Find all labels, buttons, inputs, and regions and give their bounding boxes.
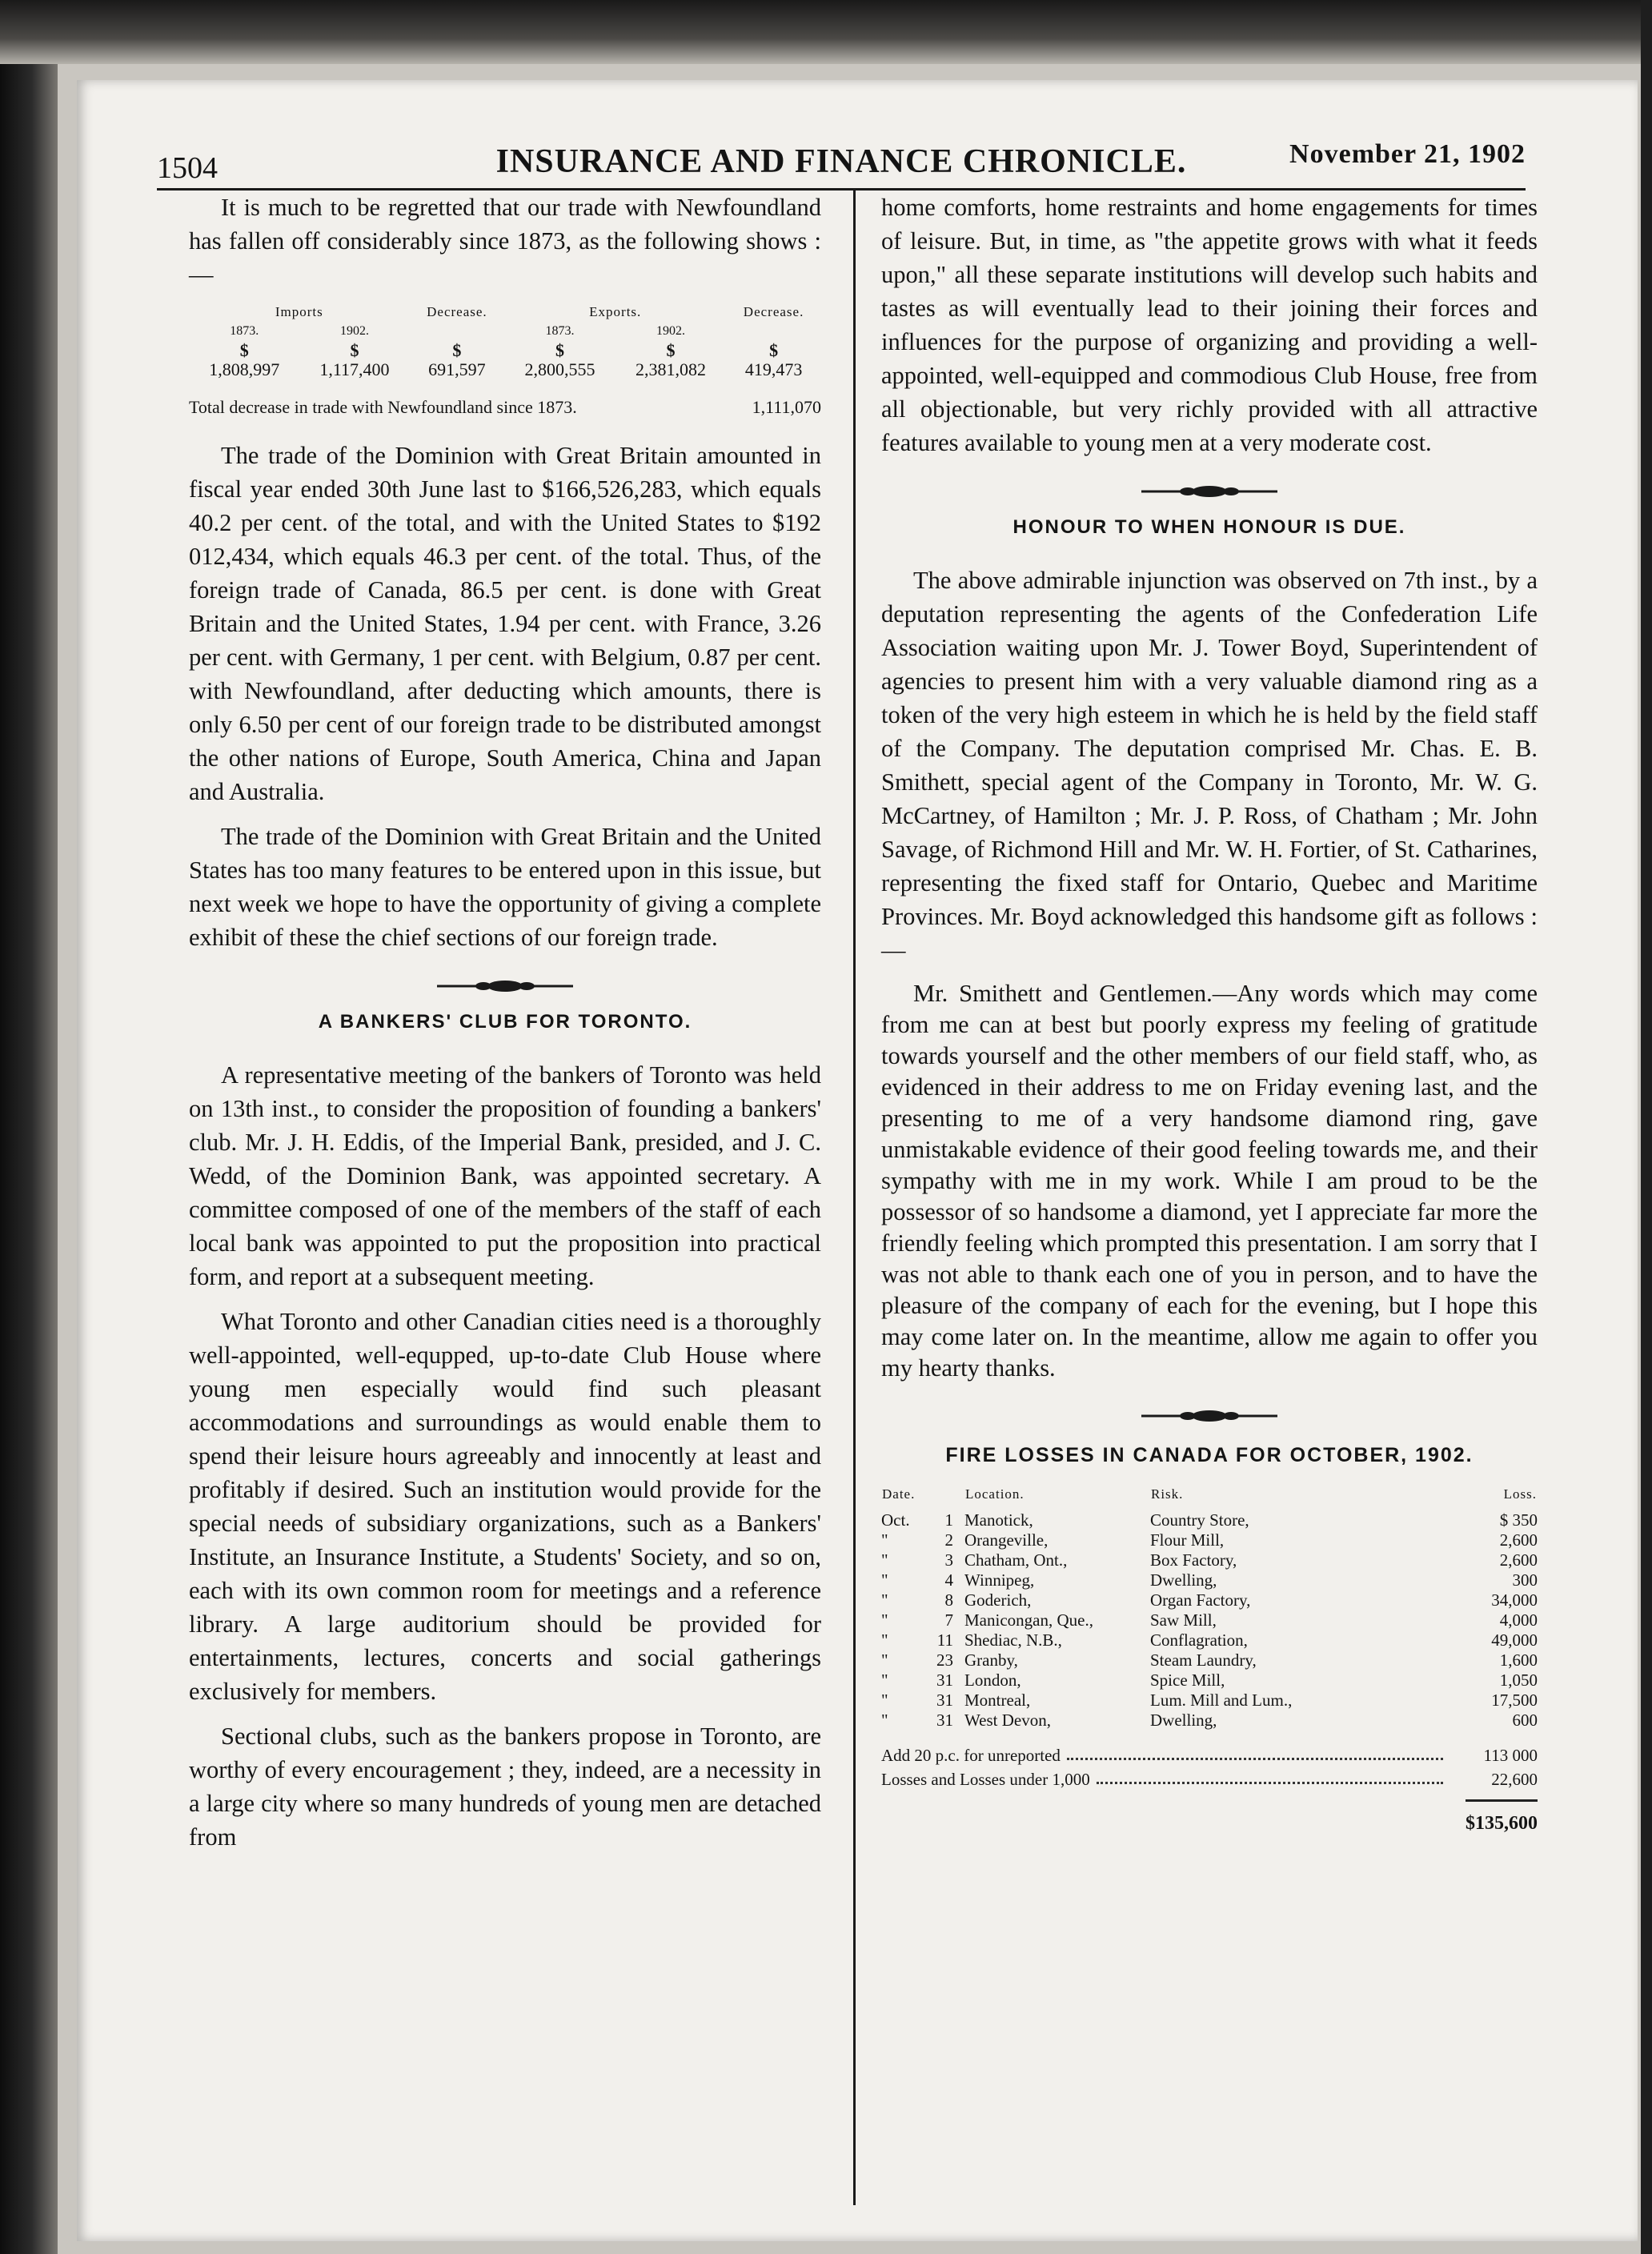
row-month: " (881, 1650, 888, 1670)
column-header-loss: Loss. (1503, 1486, 1537, 1502)
article-paragraph: What Toronto and other Canadian cities need is a thoroughly well-appointed, well-equpped, up-to-date Club House where young men especially would find such pleasant accommodations and surroundings as would enable them to spend their leisure hours agreeably and innocently at least and profitably if desired. Such an institution would provide for the special needs of subsidiary organizations, such as a Bankers' Institute, an Insurance Institute, a Students' Society, and so on, each with its own common room for meetings and a reference library. A large auditorium should be provided for entertainments, lectures, concerts and social gatherings exclusively for members. (189, 1308, 821, 1705)
row-loss: 300 (1512, 1570, 1538, 1590)
trade-value: 691,597 (428, 359, 486, 379)
table-row (881, 1610, 1538, 1630)
row-day: 1 (944, 1510, 953, 1530)
row-day: 23 (936, 1650, 953, 1670)
article-paragraph: A representative meeting of the bankers of Toronto was held on 13th inst., to consider the proposition of founding a bankers' club. Mr. J. H. Eddis, of the Imperial Bank, presided, and J. C. Wedd, of the Dominion Bank, was appointed secretary. A committee composed of one of the members of the staff of each local bank was appointed to put the proposition into practical form, and report at a subsequent meeting. (189, 1061, 821, 1290)
row-location: Manicongan, Que., (964, 1610, 1093, 1630)
trade-group-exports: Exports. (589, 304, 642, 319)
trade-group-decrease-1: Decrease. (427, 304, 487, 319)
row-risk: Organ Factory, (1150, 1590, 1251, 1610)
row-month: " (881, 1570, 888, 1590)
row-risk: Flour Mill, (1150, 1530, 1225, 1550)
grand-total-value: $135,600 (1466, 1799, 1538, 1840)
row-loss: $ 350 (1499, 1510, 1538, 1530)
trade-year: 1873. (230, 324, 259, 338)
trade-value: 1,808,997 (209, 359, 280, 379)
row-month: " (881, 1530, 888, 1550)
article-paragraph: The above admirable injunction was observed on 7th inst., by a deputation representing the agents of the Confederation Life Association waiting upon Mr. J. Tower Boyd, Superintendent of agencies to present him with a very valuable diamond ring as a token of the very high esteem in which he is held by the field staff of the Company. The deputation comprised Mr. Chas. E. B. Smithett, special agent of the Company in Toronto, Mr. W. G. McCartney, of Hamilton ; Mr. J. P. Ross, of Chatham ; Mr. John Savage, of Richmond Hill and Mr. W. H. Fortier, of St. Catharines, representing the fixed staff for Ontario, Quebec and Maritime Provinces. Mr. Boyd acknowledged this handsome gift as follows :— (881, 567, 1538, 964)
row-location: London, (964, 1670, 1021, 1690)
row-loss: 49,000 (1491, 1630, 1538, 1650)
row-risk: Box Factory, (1150, 1550, 1237, 1570)
row-risk: Steam Laundry, (1150, 1650, 1257, 1670)
newfoundland-trade-table (189, 303, 821, 379)
article-continuation: home comforts, home restraints and home engagements for times of leisure. But, in time, as "the appetite grows with what it feeds upon," all these separate institutions will develop such habits and tastes as will eventually lead to their joining their forces and influences for the purpose of organizing and providing a well-appointed, well-equipped and commodious Club House, free from all objectionable, but very richly provided with all attractive features available to young men at a very moderate cost. (881, 194, 1538, 456)
summary-label: Add 20 p.c. for unreported (881, 1746, 1061, 1765)
trade-year: 1873. (545, 324, 575, 338)
row-month: Oct. (881, 1510, 910, 1530)
fire-losses-summary (881, 1743, 1538, 1840)
scan-border-left (0, 0, 58, 2254)
fire-losses-table (881, 1483, 1538, 1731)
trade-group-decrease-2: Decrease. (743, 304, 804, 319)
row-day: 31 (936, 1670, 953, 1690)
table-row (881, 1690, 1538, 1711)
newspaper-page (77, 80, 1638, 2241)
row-loss: 4,000 (1499, 1610, 1538, 1630)
honour-heading: HONOUR TO WHEN HONOUR IS DUE. (1012, 516, 1406, 538)
row-location: Orangeville, (964, 1530, 1049, 1550)
row-location: Shediac, N.B., (964, 1630, 1062, 1650)
row-location: Chatham, Ont., (964, 1550, 1068, 1570)
table-row (881, 1670, 1538, 1690)
trade-currency: $ (666, 340, 676, 360)
trade-value: 1,117,400 (319, 359, 390, 379)
row-risk: Lum. Mill and Lum., (1150, 1690, 1293, 1710)
summary-value: 22,600 (1491, 1770, 1538, 1789)
row-month: " (881, 1670, 888, 1690)
column-header-risk: Risk. (1151, 1486, 1184, 1502)
row-risk: Spice Mill, (1150, 1670, 1225, 1690)
summary-value: 113 000 (1483, 1746, 1538, 1765)
table-row (881, 1650, 1538, 1670)
bankers-club-heading: A BANKERS' CLUB FOR TORONTO. (318, 1011, 692, 1033)
table-row (881, 1590, 1538, 1610)
row-month: " (881, 1610, 888, 1630)
row-risk: Conflagration, (1150, 1630, 1248, 1650)
article-paragraph: Sectional clubs, such as the bankers propose in Toronto, are worthy of every encouragement ; they, indeed, are a necessity in a large city where so many hundreds of young men are detached from (189, 1723, 821, 1851)
row-month: " (881, 1630, 888, 1650)
row-risk: Country Store, (1150, 1510, 1249, 1530)
column-divider (853, 188, 856, 2205)
ornament-divider (1141, 483, 1277, 499)
trade-currency: $ (555, 340, 565, 360)
summary-label: Losses and Losses under 1,000 (881, 1770, 1090, 1789)
summary-row-small-losses (881, 1767, 1538, 1791)
grand-total (881, 1799, 1538, 1840)
trade-currency: $ (239, 340, 249, 360)
row-location: Montreal, (964, 1690, 1031, 1710)
column-header-day (931, 1483, 964, 1510)
trade-year: 1902. (339, 324, 369, 338)
row-loss: 17,500 (1491, 1690, 1538, 1710)
page-header (157, 112, 1526, 200)
trade-currency: $ (350, 340, 359, 360)
table-row (881, 1530, 1538, 1550)
row-loss: 34,000 (1491, 1590, 1538, 1610)
fire-losses-rows (881, 1510, 1538, 1731)
trade-year (410, 322, 505, 341)
row-day: 7 (944, 1610, 953, 1630)
summary-row-unreported (881, 1743, 1538, 1767)
row-location: Manotick, (964, 1510, 1033, 1530)
table-row (881, 1510, 1538, 1530)
trade-value: 2,800,555 (524, 359, 595, 379)
column-header-date: Date. (882, 1486, 916, 1502)
trade-intro: It is much to be regretted that our trade with Newfoundland has fallen off considerably since 1873, as the following shows :— (189, 194, 821, 288)
row-loss: 2,600 (1499, 1550, 1538, 1570)
fire-losses-heading: FIRE LOSSES IN CANADA FOR OCTOBER, 1902. (945, 1444, 1474, 1466)
leader-dots (1097, 1767, 1443, 1784)
row-location: Granby, (964, 1650, 1018, 1670)
table-row (881, 1550, 1538, 1570)
trade-currency: $ (452, 340, 462, 360)
row-location: Winnipeg, (964, 1570, 1035, 1590)
ornament-divider (1141, 1408, 1277, 1424)
scan-border-top (0, 0, 1652, 64)
trade-total-label: Total decrease in trade with Newfoundland since 1873. (189, 397, 577, 417)
row-day: 11 (936, 1630, 953, 1650)
row-loss: 1,050 (1499, 1670, 1538, 1690)
trade-group-imports: Imports (275, 304, 323, 319)
table-row (881, 1711, 1538, 1731)
page-number: 1504 (157, 151, 218, 185)
row-risk: Dwelling, (1150, 1711, 1217, 1730)
article-paragraph: The trade of the Dominion with Great Britain and the United States has too many features to be entered upon in this issue, but next week we hope to have the opportunity of giving a complete exhibit of these the chief sections of our foreign trade. (189, 823, 821, 951)
row-month: " (881, 1590, 888, 1610)
table-row (881, 1630, 1538, 1650)
column-header-location: Location. (965, 1486, 1024, 1502)
row-loss: 600 (1512, 1711, 1538, 1730)
article-paragraph: The trade of the Dominion with Great Britain amounted in fiscal year ended 30th June last to $166,526,283, which equals 40.2 per cent. of the total, and with the United States to $192 012,434, which equals 46.3 per cent. of the total. Thus, of the foreign trade of Canada, 86.5 per cent. is done with Great Britain and the United States, 1.94 per cent. with France, 3.26 per cent. with Germany, 1 per cent. with Belgium, 0.87 per cent. with Newfoundland, after deducting which amounts, there is only 6.50 per cent of our foreign trade to be distributed amongst the other nations of Europe, South America, China and Japan and Australia. (189, 442, 821, 805)
row-month: " (881, 1690, 888, 1710)
leader-dots (1067, 1743, 1443, 1760)
journal-title: INSURANCE AND FINANCE CHRONICLE. (495, 143, 1187, 180)
trade-currency: $ (769, 340, 779, 360)
row-day: 31 (936, 1690, 953, 1710)
trade-value: 419,473 (744, 359, 803, 379)
row-loss: 2,600 (1499, 1530, 1538, 1550)
row-month: " (881, 1550, 888, 1570)
table-row (881, 1570, 1538, 1590)
left-column (189, 191, 821, 1865)
ornament-divider (437, 978, 573, 994)
row-day: 2 (944, 1530, 953, 1550)
row-location: Goderich, (964, 1590, 1032, 1610)
row-month: " (881, 1711, 888, 1730)
trade-year (726, 322, 821, 341)
row-day: 31 (936, 1711, 953, 1730)
trade-year: 1902. (656, 324, 685, 338)
row-day: 8 (944, 1590, 953, 1610)
row-risk: Dwelling, (1150, 1570, 1217, 1590)
row-day: 4 (944, 1570, 953, 1590)
row-loss: 1,600 (1499, 1650, 1538, 1670)
right-column (881, 191, 1538, 1840)
trade-total-value: 1,111,070 (752, 397, 821, 417)
row-location: West Devon, (964, 1711, 1051, 1730)
trade-total-row (189, 397, 821, 418)
scan-border-right (1641, 0, 1652, 2254)
trade-value: 2,381,082 (635, 359, 706, 379)
article-paragraph: Mr. Smithett and Gentlemen.—Any words which may come from me can at best but poorly express my feeling of gratitude towards yourself and the other members of our field staff, who, as evidenced in their address to me on Friday evening last, and the presenting to me of a very handsome diamond ring, gave unmistakable evidence of their good feeling towards me, and their sympathy with me in my work. While I am proud to be the possessor of so handsome a diamond, yet I appreciate far more the friendly feeling which prompted this presentation. I am sorry that I was not able to thank each one of you in person, and to have the pleasure of the company of each for the evening, but I hope this may come later on. In the meantime, allow me again to offer you my hearty thanks. (881, 980, 1538, 1382)
row-day: 3 (944, 1550, 953, 1570)
row-risk: Saw Mill, (1150, 1610, 1217, 1630)
issue-date: November 21, 1902 (1289, 139, 1526, 169)
